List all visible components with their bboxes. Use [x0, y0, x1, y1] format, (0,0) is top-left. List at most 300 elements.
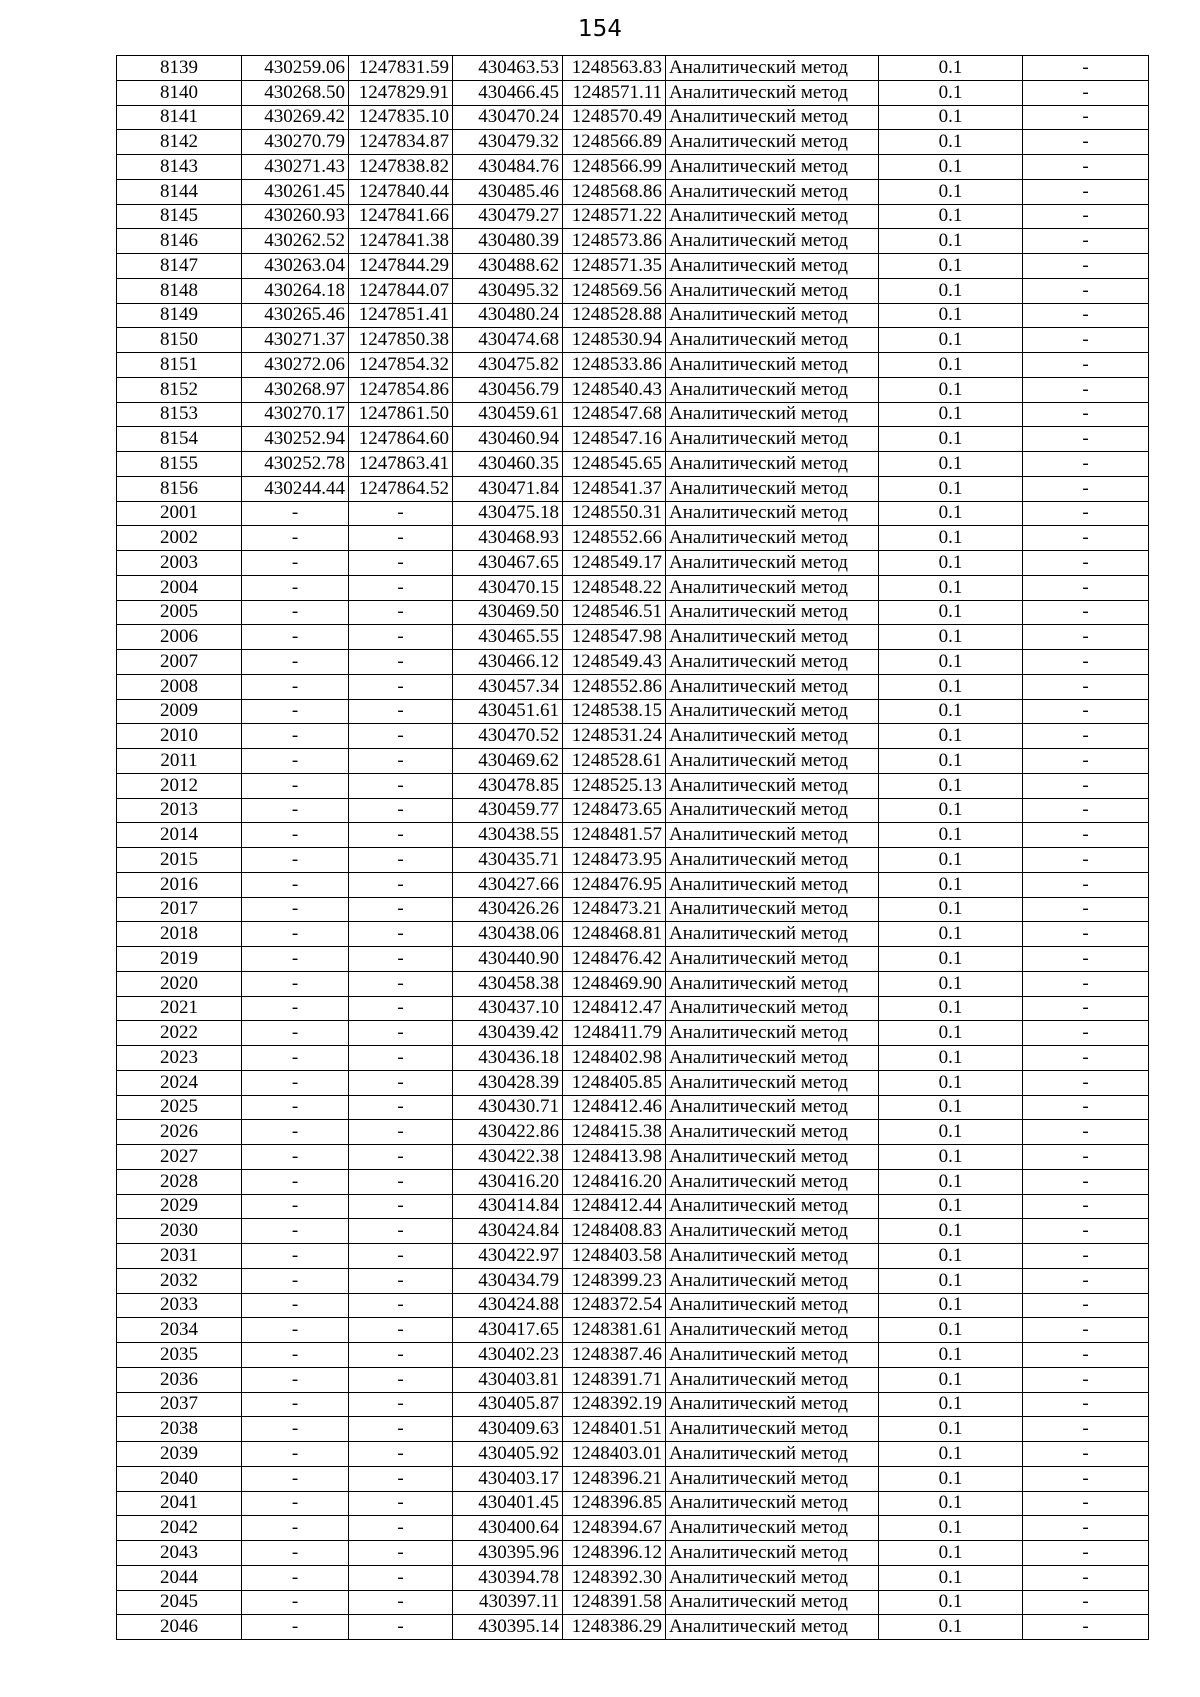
- table-row: [117, 1590, 1149, 1615]
- point-id-cell: 8155: [117, 452, 242, 477]
- new-x-cell: 430467.65: [453, 551, 563, 576]
- new-y-cell: 1248528.61: [563, 749, 666, 774]
- point-id-cell: 2027: [117, 1145, 242, 1170]
- accuracy-cell: 0.1: [879, 625, 1023, 650]
- old-y-cell: -: [349, 996, 453, 1021]
- table-row: [117, 402, 1149, 427]
- point-id-cell: 2043: [117, 1541, 242, 1566]
- new-x-cell: 430428.39: [453, 1070, 563, 1095]
- point-id-cell: 2010: [117, 724, 242, 749]
- point-id-cell: 8152: [117, 377, 242, 402]
- old-y-cell: -: [349, 1442, 453, 1467]
- new-x-cell: 430460.35: [453, 452, 563, 477]
- old-y-cell: -: [349, 1120, 453, 1145]
- note-cell: -: [1023, 353, 1149, 378]
- note-cell: -: [1023, 1070, 1149, 1095]
- new-y-cell: 1248403.01: [563, 1442, 666, 1467]
- accuracy-cell: 0.1: [879, 650, 1023, 675]
- point-id-cell: 8154: [117, 427, 242, 452]
- old-x-cell: -: [242, 996, 349, 1021]
- new-x-cell: 430460.94: [453, 427, 563, 452]
- old-x-cell: -: [242, 650, 349, 675]
- new-x-cell: 430402.23: [453, 1343, 563, 1368]
- new-x-cell: 430403.81: [453, 1367, 563, 1392]
- method-cell: Аналитический метод: [666, 130, 879, 155]
- point-id-cell: 8153: [117, 402, 242, 427]
- old-x-cell: -: [242, 1070, 349, 1095]
- accuracy-cell: 0.1: [879, 724, 1023, 749]
- new-x-cell: 430465.55: [453, 625, 563, 650]
- table-row: [117, 1293, 1149, 1318]
- old-y-cell: -: [349, 650, 453, 675]
- note-cell: -: [1023, 155, 1149, 180]
- old-y-cell: -: [349, 749, 453, 774]
- accuracy-cell: 0.1: [879, 1268, 1023, 1293]
- method-cell: Аналитический метод: [666, 1466, 879, 1491]
- new-x-cell: 430451.61: [453, 699, 563, 724]
- accuracy-cell: 0.1: [879, 1194, 1023, 1219]
- point-id-cell: 2035: [117, 1343, 242, 1368]
- method-cell: Аналитический метод: [666, 773, 879, 798]
- coordinates-table: [116, 55, 1149, 1640]
- new-y-cell: 1248548.22: [563, 575, 666, 600]
- old-x-cell: 430265.46: [242, 303, 349, 328]
- accuracy-cell: 0.1: [879, 402, 1023, 427]
- point-id-cell: 8147: [117, 254, 242, 279]
- method-cell: Аналитический метод: [666, 1442, 879, 1467]
- point-id-cell: 2007: [117, 650, 242, 675]
- note-cell: -: [1023, 1268, 1149, 1293]
- old-x-cell: -: [242, 1046, 349, 1071]
- note-cell: -: [1023, 328, 1149, 353]
- new-x-cell: 430409.63: [453, 1417, 563, 1442]
- method-cell: Аналитический метод: [666, 798, 879, 823]
- old-y-cell: 1247841.66: [349, 204, 453, 229]
- method-cell: Аналитический метод: [666, 427, 879, 452]
- note-cell: -: [1023, 105, 1149, 130]
- old-x-cell: -: [242, 947, 349, 972]
- table-row: [117, 1268, 1149, 1293]
- old-x-cell: 430261.45: [242, 179, 349, 204]
- accuracy-cell: 0.1: [879, 130, 1023, 155]
- method-cell: Аналитический метод: [666, 1145, 879, 1170]
- method-cell: Аналитический метод: [666, 1343, 879, 1368]
- point-id-cell: 2041: [117, 1491, 242, 1516]
- accuracy-cell: 0.1: [879, 1343, 1023, 1368]
- accuracy-cell: 0.1: [879, 1590, 1023, 1615]
- old-y-cell: -: [349, 1343, 453, 1368]
- new-x-cell: 430458.38: [453, 971, 563, 996]
- new-x-cell: 430463.53: [453, 56, 563, 81]
- accuracy-cell: 0.1: [879, 699, 1023, 724]
- point-id-cell: 8142: [117, 130, 242, 155]
- table-row: [117, 1095, 1149, 1120]
- table-row: [117, 1367, 1149, 1392]
- new-x-cell: 430437.10: [453, 996, 563, 1021]
- old-x-cell: -: [242, 848, 349, 873]
- table-row: [117, 773, 1149, 798]
- method-cell: Аналитический метод: [666, 328, 879, 353]
- accuracy-cell: 0.1: [879, 872, 1023, 897]
- accuracy-cell: 0.1: [879, 1145, 1023, 1170]
- note-cell: -: [1023, 600, 1149, 625]
- method-cell: Аналитический метод: [666, 179, 879, 204]
- new-y-cell: 1248412.47: [563, 996, 666, 1021]
- new-x-cell: 430495.32: [453, 278, 563, 303]
- new-y-cell: 1248392.30: [563, 1565, 666, 1590]
- note-cell: -: [1023, 872, 1149, 897]
- method-cell: Аналитический метод: [666, 1491, 879, 1516]
- new-y-cell: 1248391.71: [563, 1367, 666, 1392]
- point-id-cell: 2008: [117, 674, 242, 699]
- old-y-cell: -: [349, 1491, 453, 1516]
- point-id-cell: 2003: [117, 551, 242, 576]
- method-cell: Аналитический метод: [666, 674, 879, 699]
- table-row: [117, 1491, 1149, 1516]
- accuracy-cell: 0.1: [879, 1541, 1023, 1566]
- note-cell: -: [1023, 1541, 1149, 1566]
- new-x-cell: 430466.12: [453, 650, 563, 675]
- method-cell: Аналитический метод: [666, 476, 879, 501]
- note-cell: -: [1023, 650, 1149, 675]
- old-x-cell: 430252.94: [242, 427, 349, 452]
- method-cell: Аналитический метод: [666, 254, 879, 279]
- note-cell: -: [1023, 1367, 1149, 1392]
- method-cell: Аналитический метод: [666, 1367, 879, 1392]
- new-x-cell: 430395.96: [453, 1541, 563, 1566]
- old-y-cell: -: [349, 1318, 453, 1343]
- old-y-cell: 1247829.91: [349, 80, 453, 105]
- method-cell: Аналитический метод: [666, 1268, 879, 1293]
- note-cell: -: [1023, 749, 1149, 774]
- table-row: [117, 798, 1149, 823]
- accuracy-cell: 0.1: [879, 749, 1023, 774]
- note-cell: -: [1023, 625, 1149, 650]
- method-cell: Аналитический метод: [666, 377, 879, 402]
- new-y-cell: 1248412.46: [563, 1095, 666, 1120]
- point-id-cell: 2019: [117, 947, 242, 972]
- accuracy-cell: 0.1: [879, 1367, 1023, 1392]
- note-cell: -: [1023, 1145, 1149, 1170]
- note-cell: -: [1023, 724, 1149, 749]
- table-row: [117, 353, 1149, 378]
- note-cell: -: [1023, 1293, 1149, 1318]
- method-cell: Аналитический метод: [666, 56, 879, 81]
- note-cell: -: [1023, 204, 1149, 229]
- old-y-cell: -: [349, 798, 453, 823]
- accuracy-cell: 0.1: [879, 353, 1023, 378]
- note-cell: -: [1023, 897, 1149, 922]
- method-cell: Аналитический метод: [666, 402, 879, 427]
- note-cell: -: [1023, 501, 1149, 526]
- table-row: [117, 526, 1149, 551]
- point-id-cell: 8139: [117, 56, 242, 81]
- accuracy-cell: 0.1: [879, 1095, 1023, 1120]
- old-y-cell: -: [349, 600, 453, 625]
- note-cell: -: [1023, 229, 1149, 254]
- accuracy-cell: 0.1: [879, 1293, 1023, 1318]
- method-cell: Аналитический метод: [666, 971, 879, 996]
- old-y-cell: 1247831.59: [349, 56, 453, 81]
- new-x-cell: 430439.42: [453, 1021, 563, 1046]
- new-x-cell: 430469.62: [453, 749, 563, 774]
- old-y-cell: -: [349, 1541, 453, 1566]
- new-x-cell: 430438.55: [453, 823, 563, 848]
- table-row: [117, 1244, 1149, 1269]
- old-x-cell: -: [242, 798, 349, 823]
- new-x-cell: 430479.32: [453, 130, 563, 155]
- note-cell: -: [1023, 1417, 1149, 1442]
- method-cell: Аналитический метод: [666, 922, 879, 947]
- method-cell: Аналитический метод: [666, 1392, 879, 1417]
- table-row: [117, 625, 1149, 650]
- old-y-cell: -: [349, 872, 453, 897]
- old-x-cell: 430262.52: [242, 229, 349, 254]
- method-cell: Аналитический метод: [666, 600, 879, 625]
- method-cell: Аналитический метод: [666, 724, 879, 749]
- table-row: [117, 1417, 1149, 1442]
- new-y-cell: 1248473.21: [563, 897, 666, 922]
- new-y-cell: 1248525.13: [563, 773, 666, 798]
- note-cell: -: [1023, 1244, 1149, 1269]
- new-y-cell: 1248416.20: [563, 1169, 666, 1194]
- point-id-cell: 2017: [117, 897, 242, 922]
- old-x-cell: -: [242, 971, 349, 996]
- new-x-cell: 430422.38: [453, 1145, 563, 1170]
- old-x-cell: -: [242, 551, 349, 576]
- table-row: [117, 1219, 1149, 1244]
- new-x-cell: 430422.97: [453, 1244, 563, 1269]
- accuracy-cell: 0.1: [879, 1442, 1023, 1467]
- accuracy-cell: 0.1: [879, 773, 1023, 798]
- new-y-cell: 1248566.89: [563, 130, 666, 155]
- new-y-cell: 1248563.83: [563, 56, 666, 81]
- table-row: [117, 600, 1149, 625]
- table-row: [117, 947, 1149, 972]
- old-x-cell: -: [242, 600, 349, 625]
- note-cell: -: [1023, 1565, 1149, 1590]
- old-x-cell: -: [242, 1442, 349, 1467]
- new-y-cell: 1248538.15: [563, 699, 666, 724]
- old-y-cell: 1247844.29: [349, 254, 453, 279]
- new-y-cell: 1248547.16: [563, 427, 666, 452]
- note-cell: -: [1023, 699, 1149, 724]
- new-y-cell: 1248530.94: [563, 328, 666, 353]
- old-y-cell: 1247850.38: [349, 328, 453, 353]
- note-cell: -: [1023, 996, 1149, 1021]
- method-cell: Аналитический метод: [666, 204, 879, 229]
- table-row: [117, 1541, 1149, 1566]
- new-x-cell: 430488.62: [453, 254, 563, 279]
- point-id-cell: 2046: [117, 1615, 242, 1640]
- method-cell: Аналитический метод: [666, 1244, 879, 1269]
- new-y-cell: 1248396.85: [563, 1491, 666, 1516]
- note-cell: -: [1023, 1219, 1149, 1244]
- new-x-cell: 430475.82: [453, 353, 563, 378]
- method-cell: Аналитический метод: [666, 501, 879, 526]
- point-id-cell: 2029: [117, 1194, 242, 1219]
- accuracy-cell: 0.1: [879, 476, 1023, 501]
- old-x-cell: -: [242, 1343, 349, 1368]
- accuracy-cell: 0.1: [879, 254, 1023, 279]
- method-cell: Аналитический метод: [666, 650, 879, 675]
- new-y-cell: 1248401.51: [563, 1417, 666, 1442]
- new-x-cell: 430405.87: [453, 1392, 563, 1417]
- point-id-cell: 2011: [117, 749, 242, 774]
- method-cell: Аналитический метод: [666, 1417, 879, 1442]
- table-row: [117, 204, 1149, 229]
- note-cell: -: [1023, 823, 1149, 848]
- accuracy-cell: 0.1: [879, 155, 1023, 180]
- new-x-cell: 430405.92: [453, 1442, 563, 1467]
- old-y-cell: -: [349, 971, 453, 996]
- new-y-cell: 1248531.24: [563, 724, 666, 749]
- method-cell: Аналитический метод: [666, 625, 879, 650]
- note-cell: -: [1023, 848, 1149, 873]
- new-y-cell: 1248399.23: [563, 1268, 666, 1293]
- method-cell: Аналитический метод: [666, 1516, 879, 1541]
- new-x-cell: 430470.24: [453, 105, 563, 130]
- note-cell: -: [1023, 674, 1149, 699]
- new-y-cell: 1248396.12: [563, 1541, 666, 1566]
- new-x-cell: 430466.45: [453, 80, 563, 105]
- note-cell: -: [1023, 254, 1149, 279]
- new-y-cell: 1248540.43: [563, 377, 666, 402]
- old-y-cell: 1247854.32: [349, 353, 453, 378]
- old-x-cell: -: [242, 872, 349, 897]
- new-y-cell: 1248549.43: [563, 650, 666, 675]
- new-y-cell: 1248396.21: [563, 1466, 666, 1491]
- note-cell: -: [1023, 1590, 1149, 1615]
- old-y-cell: -: [349, 501, 453, 526]
- table-row: [117, 80, 1149, 105]
- old-y-cell: -: [349, 699, 453, 724]
- new-x-cell: 430424.88: [453, 1293, 563, 1318]
- point-id-cell: 8148: [117, 278, 242, 303]
- note-cell: -: [1023, 1615, 1149, 1640]
- method-cell: Аналитический метод: [666, 1120, 879, 1145]
- note-cell: -: [1023, 922, 1149, 947]
- point-id-cell: 8149: [117, 303, 242, 328]
- accuracy-cell: 0.1: [879, 600, 1023, 625]
- table-row: [117, 1615, 1149, 1640]
- old-x-cell: -: [242, 897, 349, 922]
- accuracy-cell: 0.1: [879, 1318, 1023, 1343]
- point-id-cell: 2039: [117, 1442, 242, 1467]
- point-id-cell: 2033: [117, 1293, 242, 1318]
- point-id-cell: 8143: [117, 155, 242, 180]
- new-x-cell: 430456.79: [453, 377, 563, 402]
- new-x-cell: 430436.18: [453, 1046, 563, 1071]
- new-x-cell: 430478.85: [453, 773, 563, 798]
- table-row: [117, 452, 1149, 477]
- note-cell: -: [1023, 947, 1149, 972]
- point-id-cell: 2020: [117, 971, 242, 996]
- accuracy-cell: 0.1: [879, 551, 1023, 576]
- note-cell: -: [1023, 402, 1149, 427]
- new-y-cell: 1248568.86: [563, 179, 666, 204]
- old-x-cell: -: [242, 1565, 349, 1590]
- old-x-cell: -: [242, 1268, 349, 1293]
- table-row: [117, 1070, 1149, 1095]
- accuracy-cell: 0.1: [879, 848, 1023, 873]
- table-row: [117, 1318, 1149, 1343]
- new-y-cell: 1248387.46: [563, 1343, 666, 1368]
- point-id-cell: 2006: [117, 625, 242, 650]
- table-row: [117, 724, 1149, 749]
- point-id-cell: 2026: [117, 1120, 242, 1145]
- new-y-cell: 1248411.79: [563, 1021, 666, 1046]
- new-y-cell: 1248545.65: [563, 452, 666, 477]
- accuracy-cell: 0.1: [879, 1565, 1023, 1590]
- point-id-cell: 2037: [117, 1392, 242, 1417]
- old-y-cell: -: [349, 1293, 453, 1318]
- new-x-cell: 430400.64: [453, 1516, 563, 1541]
- table-row: [117, 897, 1149, 922]
- old-y-cell: -: [349, 1466, 453, 1491]
- old-y-cell: 1247864.60: [349, 427, 453, 452]
- new-x-cell: 430471.84: [453, 476, 563, 501]
- method-cell: Аналитический метод: [666, 848, 879, 873]
- new-y-cell: 1248476.42: [563, 947, 666, 972]
- new-y-cell: 1248569.56: [563, 278, 666, 303]
- point-id-cell: 2005: [117, 600, 242, 625]
- accuracy-cell: 0.1: [879, 1244, 1023, 1269]
- new-y-cell: 1248552.86: [563, 674, 666, 699]
- note-cell: -: [1023, 575, 1149, 600]
- table-row: [117, 377, 1149, 402]
- note-cell: -: [1023, 278, 1149, 303]
- accuracy-cell: 0.1: [879, 798, 1023, 823]
- table-row: [117, 551, 1149, 576]
- new-y-cell: 1248481.57: [563, 823, 666, 848]
- note-cell: -: [1023, 80, 1149, 105]
- note-cell: -: [1023, 1466, 1149, 1491]
- accuracy-cell: 0.1: [879, 229, 1023, 254]
- accuracy-cell: 0.1: [879, 1021, 1023, 1046]
- old-y-cell: -: [349, 773, 453, 798]
- table-row: [117, 749, 1149, 774]
- old-x-cell: 430269.42: [242, 105, 349, 130]
- table-row: [117, 1021, 1149, 1046]
- table-row: [117, 1169, 1149, 1194]
- accuracy-cell: 0.1: [879, 1417, 1023, 1442]
- new-x-cell: 430397.11: [453, 1590, 563, 1615]
- accuracy-cell: 0.1: [879, 1516, 1023, 1541]
- method-cell: Аналитический метод: [666, 947, 879, 972]
- new-y-cell: 1248528.88: [563, 303, 666, 328]
- method-cell: Аналитический метод: [666, 575, 879, 600]
- table-row: [117, 823, 1149, 848]
- new-y-cell: 1248403.58: [563, 1244, 666, 1269]
- method-cell: Аналитический метод: [666, 80, 879, 105]
- old-x-cell: -: [242, 1516, 349, 1541]
- method-cell: Аналитический метод: [666, 1021, 879, 1046]
- old-x-cell: 430268.50: [242, 80, 349, 105]
- old-x-cell: -: [242, 575, 349, 600]
- note-cell: -: [1023, 1120, 1149, 1145]
- table-row: [117, 1343, 1149, 1368]
- new-x-cell: 430434.79: [453, 1268, 563, 1293]
- old-x-cell: -: [242, 749, 349, 774]
- old-x-cell: 430268.97: [242, 377, 349, 402]
- old-y-cell: -: [349, 674, 453, 699]
- old-x-cell: -: [242, 699, 349, 724]
- new-y-cell: 1248391.58: [563, 1590, 666, 1615]
- note-cell: -: [1023, 377, 1149, 402]
- method-cell: Аналитический метод: [666, 1590, 879, 1615]
- old-y-cell: -: [349, 1367, 453, 1392]
